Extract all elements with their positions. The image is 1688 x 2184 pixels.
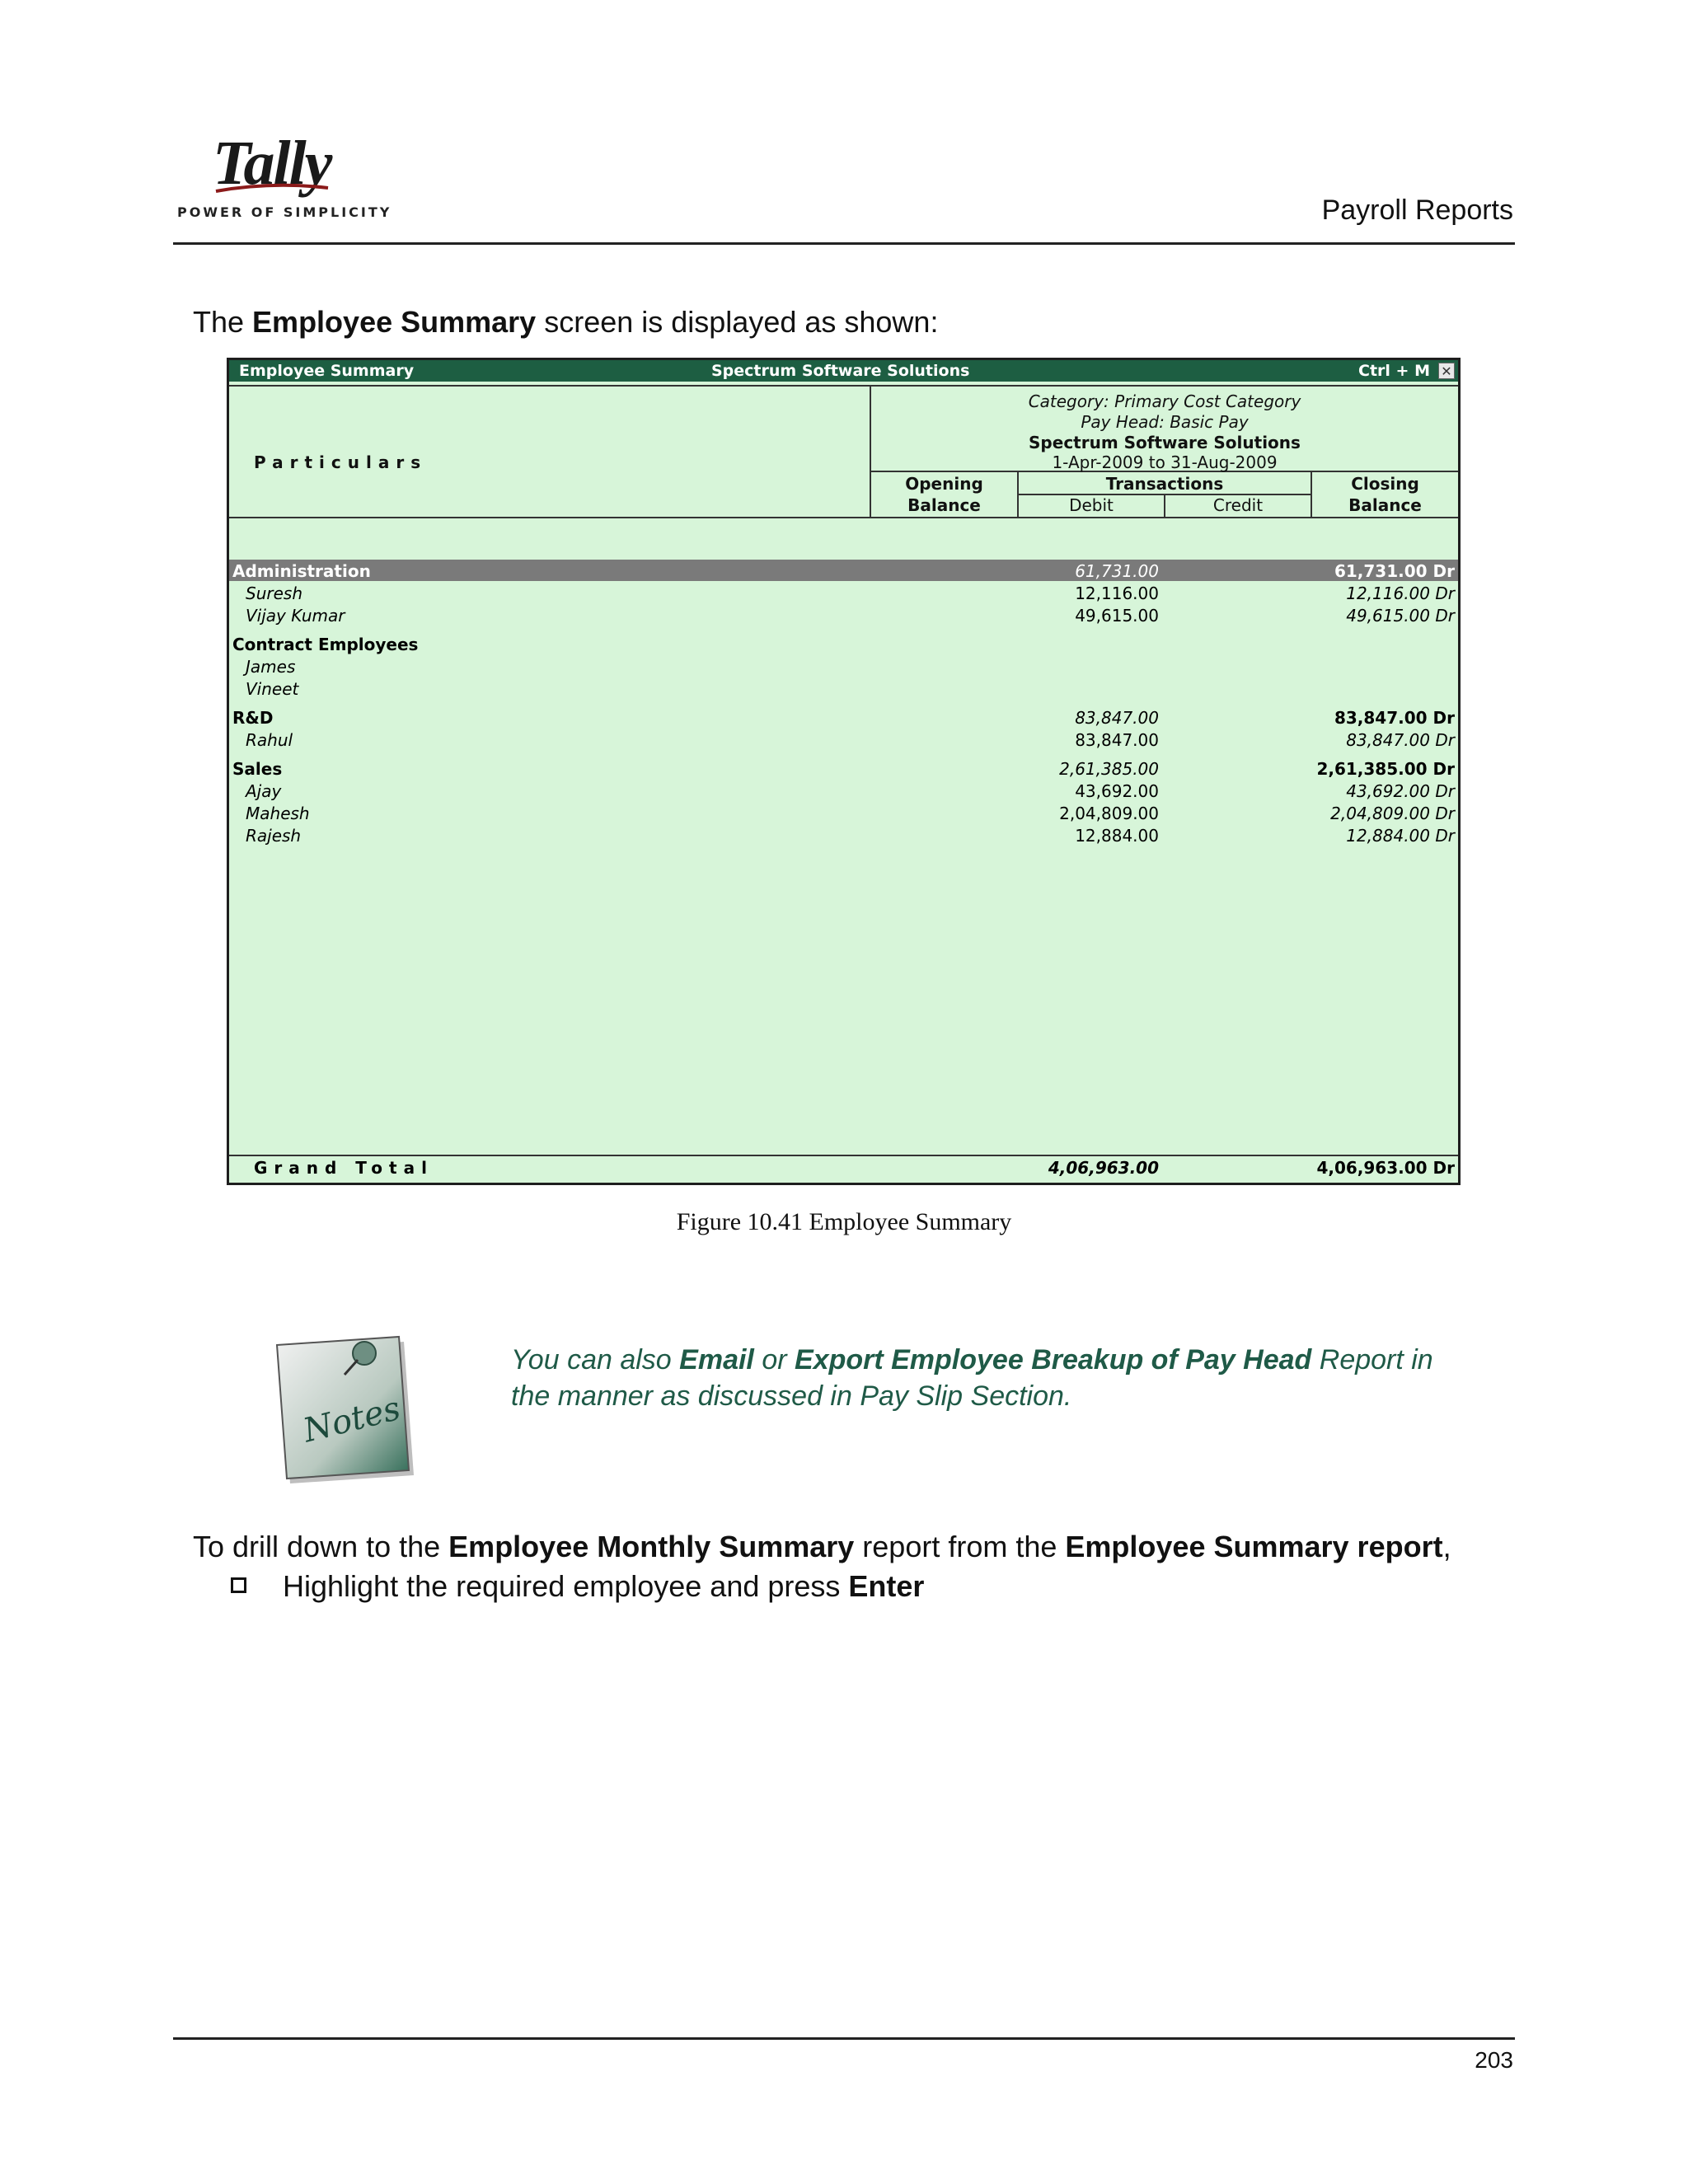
section-title: Payroll Reports: [1321, 194, 1513, 226]
grand-total-row[interactable]: [229, 1156, 1458, 1179]
pay-head-label: Pay Head: Basic Pay: [1081, 412, 1249, 432]
window-title: Employee Summary: [239, 362, 415, 380]
row-debit: 49,615.00: [1075, 606, 1159, 626]
window-shortcut: Ctrl + M: [1358, 362, 1430, 380]
employee-row[interactable]: [229, 824, 1458, 846]
row-debit: 2,61,385.00: [1059, 759, 1159, 779]
drill-t2: report from the: [854, 1530, 1066, 1563]
notes-text: [511, 1342, 1451, 1414]
group-row[interactable]: [229, 633, 1458, 654]
row-debit: 61,731.00: [1075, 561, 1159, 581]
row-name: Sales: [232, 759, 283, 779]
window-titlebar: [229, 360, 1458, 382]
row-closing: 61,731.00 Dr: [1334, 561, 1455, 581]
logo-wordmark: Tally: [213, 129, 331, 198]
row-closing: 12,116.00 Dr: [1346, 583, 1455, 603]
footer-rule: [173, 2037, 1515, 2040]
drill-paragraph: [193, 1530, 1451, 1564]
category-label: Category: Primary Cost Category: [1028, 391, 1301, 411]
row-closing: 83,847.00 Dr: [1334, 708, 1455, 728]
intro-bold: Employee Summary: [252, 305, 537, 339]
header-bottom-line: [229, 517, 1458, 518]
bullet-square-icon: [231, 1577, 246, 1593]
row-name: R&D: [232, 708, 274, 728]
notes-t2: or: [753, 1344, 795, 1376]
row-name: Rahul: [246, 730, 293, 750]
bullet-bold: Enter: [848, 1569, 925, 1603]
row-debit: 83,847.00: [1075, 730, 1159, 750]
row-debit: 12,884.00: [1075, 826, 1159, 846]
row-name: Vijay Kumar: [246, 606, 345, 626]
drill-b1: Employee Monthly Summary: [448, 1530, 855, 1563]
drill-t3: ,: [1442, 1530, 1451, 1563]
group-row[interactable]: [229, 706, 1458, 728]
notes-b1: Email: [679, 1344, 754, 1376]
row-closing: 2,04,809.00 Dr: [1330, 804, 1455, 823]
intro-suffix: screen is displayed as shown:: [536, 305, 939, 339]
figure-caption: Figure 10.41 Employee Summary: [676, 1208, 1012, 1235]
row-closing: 12,884.00 Dr: [1346, 826, 1455, 846]
row-closing: 2,61,385.00 Dr: [1316, 759, 1455, 779]
window-company: Spectrum Software Solutions: [711, 362, 970, 380]
notes-b2: Export Employee Breakup of Pay Head: [795, 1344, 1312, 1376]
group-row[interactable]: [229, 560, 1458, 581]
bullet-text: Highlight the required employee and press: [283, 1569, 849, 1603]
row-closing: 49,615.00 Dr: [1346, 606, 1455, 626]
row-name: Ajay: [246, 781, 282, 801]
group-row[interactable]: [229, 757, 1458, 779]
bullet-item: [231, 1569, 924, 1604]
employee-row[interactable]: [229, 780, 1458, 801]
transactions-heading: Transactions: [1105, 474, 1224, 494]
period-label: 1-Apr-2009 to 31-Aug-2009: [1052, 452, 1278, 472]
opening-heading-2: Balance: [907, 495, 981, 515]
credit-heading: Credit: [1212, 495, 1264, 515]
row-name: Mahesh: [246, 804, 310, 823]
header-rule: [173, 242, 1515, 245]
row-name: Administration: [232, 561, 371, 581]
logo-swoosh-icon: [214, 183, 330, 194]
intro-paragraph: [193, 305, 938, 340]
particulars-heading: Particulars: [254, 452, 428, 472]
row-debit: 43,692.00: [1075, 781, 1159, 801]
row-debit: 83,847.00: [1075, 708, 1159, 728]
grand-total-label: Grand Total: [254, 1158, 434, 1178]
row-name: Vineet: [246, 679, 299, 699]
employee-row[interactable]: [229, 604, 1458, 626]
opening-heading-1: Opening: [905, 474, 983, 494]
notes-label: Notes: [299, 1389, 405, 1451]
header-top-line: [229, 385, 1458, 387]
employee-row[interactable]: [229, 655, 1458, 677]
drill-b2: Employee Summary report: [1065, 1530, 1443, 1563]
employee-row[interactable]: [229, 677, 1458, 699]
row-name: Rajesh: [246, 826, 302, 846]
employee-row[interactable]: [229, 802, 1458, 823]
tally-logo: [173, 129, 392, 223]
row-name: Contract Employees: [232, 635, 419, 654]
notes-t1: You can also: [511, 1344, 680, 1376]
notes-icon: [272, 1325, 420, 1490]
closing-heading-2: Balance: [1348, 495, 1422, 515]
grand-total-debit: 4,06,963.00: [1048, 1158, 1159, 1178]
notes-t3: Report in the manner as discussed in Pay Slip Section.: [511, 1344, 1433, 1412]
debit-heading: Debit: [1069, 495, 1114, 515]
intro-prefix: The: [193, 305, 253, 339]
page-number: 203: [1475, 2047, 1513, 2073]
close-icon[interactable]: ✕: [1438, 363, 1455, 379]
row-name: James: [246, 657, 296, 677]
logo-tagline: POWER OF SIMPLICITY: [177, 204, 392, 220]
row-name: Suresh: [246, 583, 302, 603]
employee-row[interactable]: [229, 729, 1458, 750]
employee-row[interactable]: [229, 582, 1458, 603]
row-debit: 2,04,809.00: [1059, 804, 1159, 823]
row-debit: 12,116.00: [1075, 583, 1159, 603]
row-closing: 83,847.00 Dr: [1346, 730, 1455, 750]
grand-total-closing: 4,06,963.00 Dr: [1316, 1158, 1455, 1178]
closing-heading-1: Closing: [1351, 474, 1419, 494]
row-closing: 43,692.00 Dr: [1346, 781, 1455, 801]
employee-summary-window: [227, 358, 1461, 1185]
company-label: Spectrum Software Solutions: [1029, 433, 1301, 452]
drill-t1: To drill down to the: [193, 1530, 449, 1563]
